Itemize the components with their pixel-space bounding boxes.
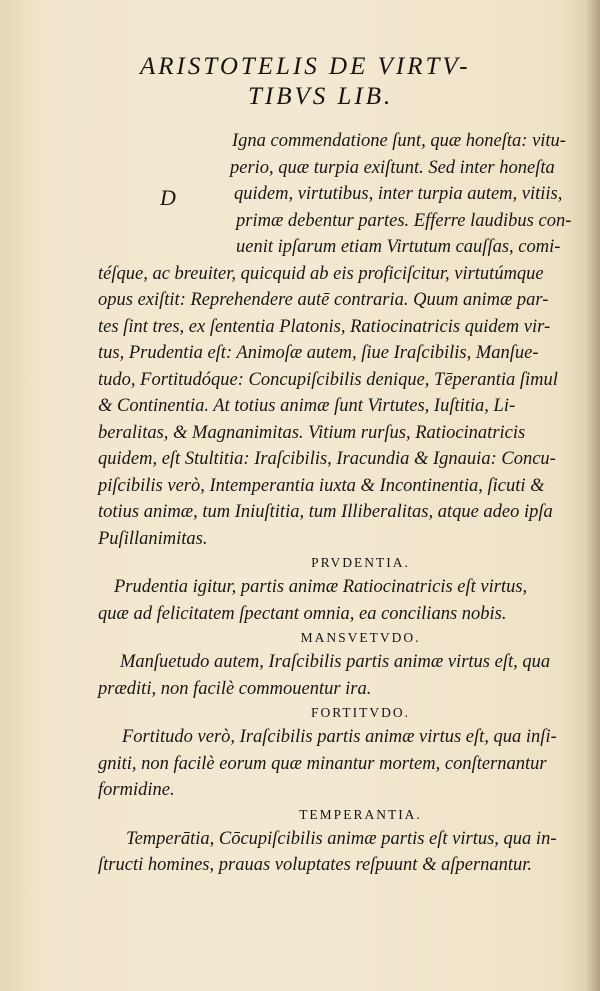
text-line: formidine. [98, 780, 175, 800]
text-line: ſtructi homines, prauas voluptates reſpuunt & aſpernantur. [98, 855, 533, 875]
text-line: uenit ipſarum etiam Virtutum cauſſas, comi- [236, 237, 561, 257]
text-line: quæ ad felicitatem ſpectant omnia, ea concilians nobis. [98, 603, 507, 624]
text-line: gniti, non facilè eorum quæ minantur mortem, conſternantur [98, 753, 547, 774]
section-heading-fortitudo: FORTITVDO. [310, 705, 411, 720]
text-line: & Continentia. At totius animæ ſunt Virtutes, Iuſtitia, Li- [98, 396, 516, 416]
text-line: præditi, non facilè commouentur ira. [98, 678, 372, 699]
text-line: tus, Prudentia eſt: Animoſæ autem, ſiue Iraſcibilis, Manſue- [98, 343, 539, 363]
running-title-line-2: TIBVS LIB. [248, 83, 394, 110]
text-line: Igna commendatione ſunt, quæ honeſta: vitu- [232, 131, 566, 151]
section-heading-mansuetudo: MANSVETVDO. [300, 630, 421, 645]
main-text [98, 128, 593, 879]
text-line: quidem, virtutibus, inter turpia autem, vitiis, [234, 184, 563, 204]
section-heading-prudentia: PRVDENTIA. [311, 555, 410, 570]
text-line: piſcibilis verò, Intemperantia iuxta & Incontinentia, ſicuti & [98, 475, 545, 496]
running-title-line-1: ARISTOTELIS DE VIRTV- [140, 53, 471, 80]
text-line: opus exiſtit: Reprehendere autē contraria. Quum animæ par- [98, 290, 549, 310]
text-line: téſque, ac breuiter, quicquid ab eis proficiſcitur, virtutúmque [98, 263, 544, 284]
text-line: Manſuetudo autem, Iraſcibilis partis animæ virtus eſt, qua [120, 652, 551, 672]
text-line: tudo, Fortitudóque: Concupiſcibilis denique, Tēperantia ſimul [98, 369, 558, 390]
text-line: Fortitudo verò, Iraſcibilis partis animæ virtus eſt, qua inſi- [122, 727, 557, 747]
text-line: tes ſint tres, ex ſententia Platonis, Ratiocinatricis quidem vir- [98, 316, 551, 337]
text-line: primæ debentur partes. Efferre laudibus con- [236, 210, 572, 231]
text-line: quidem, eſt Stultitia: Iraſcibilis, Iracundia & Ignauia: Concu- [98, 449, 556, 469]
text-line: beralitas, & Magnanimitas. Vitium rurſus, Ratiocinatricis [98, 422, 526, 443]
text-line: Puſillanimitas. [98, 528, 208, 549]
marginal-letter: D [160, 185, 176, 210]
text-line: Temperātia, Cōcupiſcibilis animæ partis eſt virtus, qua in- [126, 828, 557, 849]
text-line: perio, quæ turpia exiſtunt. Sed inter honeſta [230, 157, 555, 178]
text-line: Prudentia igitur, partis animæ Ratiocinatricis eſt virtus, [114, 577, 528, 597]
section-heading-temperantia: TEMPERANTIA. [299, 806, 422, 822]
text-line: totius animæ, tum Iniuſtitia, tum Illiberalitas, atque adeo ipſa [98, 502, 553, 522]
running-title [140, 52, 580, 112]
